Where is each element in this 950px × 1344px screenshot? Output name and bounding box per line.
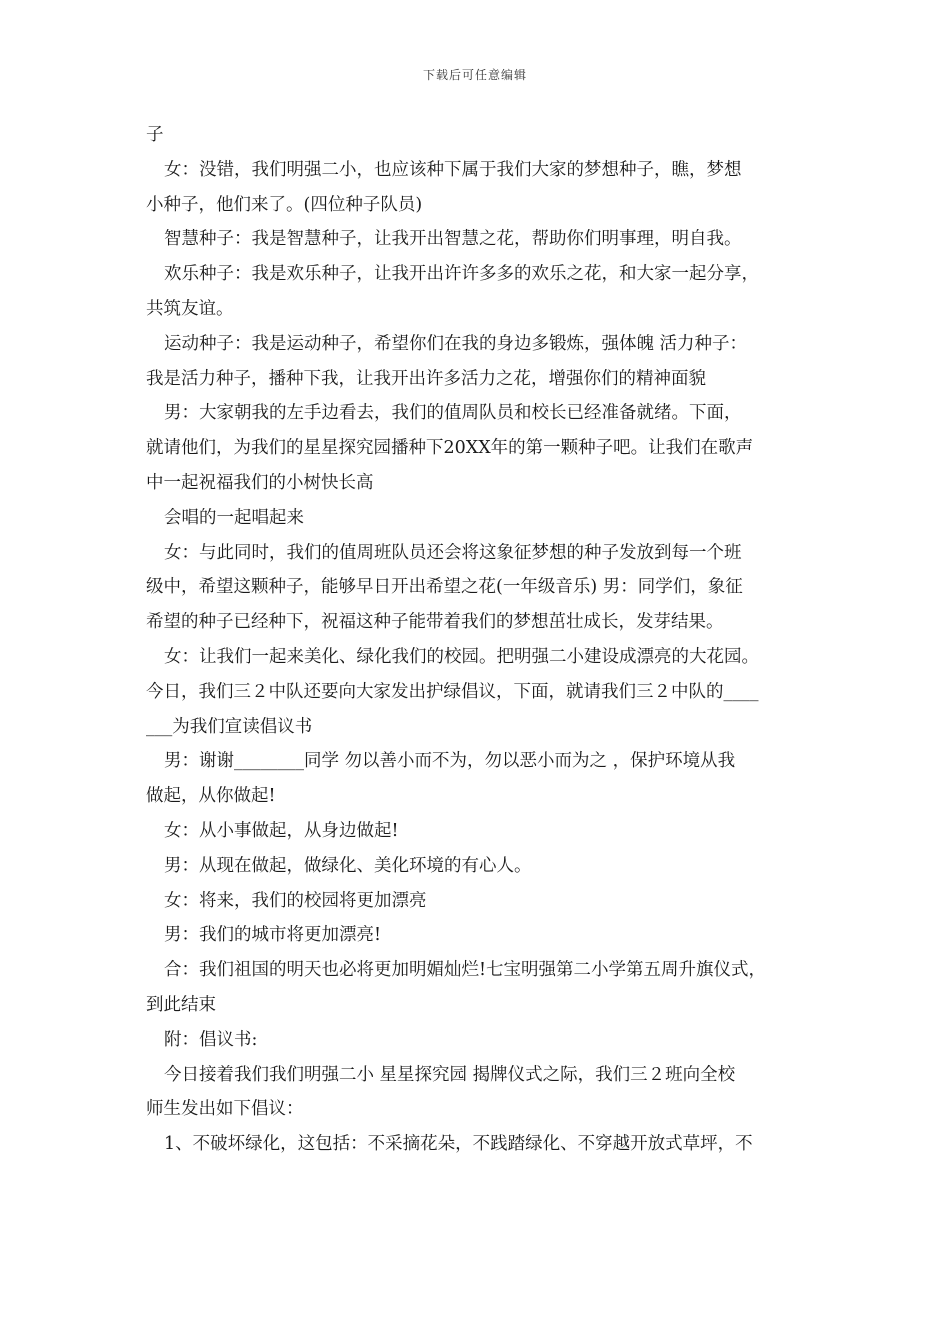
text-line: 欢乐种子：我是欢乐种子，让我开出许许多多的欢乐之花，和大家一起分享， <box>164 264 759 285</box>
text-line: 女：让我们一起来美化、绿化我们的校园。把明强二小建设成漂亮的大花园。 <box>164 646 759 667</box>
text-line: 会唱的一起唱起来 <box>164 507 304 528</box>
text-line: 男：大家朝我的左手边看去，我们的值周队员和校长已经准备就绪。下面， <box>164 403 742 424</box>
text-line: 中一起祝福我们的小树快长高 <box>146 472 374 493</box>
text-line: 今日接着我们我们明强二小 星星探究园 揭牌仪式之际，我们三２班向全校 <box>164 1064 736 1085</box>
text-line: 男：谢谢________同学 勿以善小而不为，勿以恶小而为之 ，保护环境从我 <box>164 751 736 772</box>
text-line: 小种子，他们来了。(四位种子队员) <box>146 194 423 215</box>
text-line: 做起，从你做起! <box>146 786 276 807</box>
text-line: 附：倡议书: <box>164 1029 258 1050</box>
text-line: 合：我们祖国的明天也必将更加明媚灿烂!七宝明强第二小学第五周升旗仪式， <box>164 960 767 981</box>
text-line: 希望的种子已经种下，祝福这种子能带着我们的梦想茁壮成长，发芽结果。 <box>146 612 724 633</box>
text-line: 男：从现在做起，做绿化、美化环境的有心人。 <box>164 855 532 876</box>
text-line: 智慧种子：我是智慧种子，让我开出智慧之花，帮助你们明事理，明自我。 <box>164 229 742 250</box>
text-line: 子 <box>146 125 164 145</box>
document-body <box>146 118 826 1162</box>
text-line: 男：我们的城市将更加漂亮! <box>164 925 382 946</box>
text-line: 共筑友谊。 <box>146 298 234 319</box>
text-line: 级中，希望这颗种子，能够早日开出希望之花(一年级音乐) 男：同学们，象征 <box>146 577 743 598</box>
text-line: ___为我们宣读倡议书 <box>146 716 313 737</box>
text-line: 就请他们，为我们的星星探究园播种下20XX年的第一颗种子吧。让我们在歌声 <box>146 438 754 459</box>
text-line: 师生发出如下倡议： <box>146 1099 304 1120</box>
text-line: 女：没错，我们明强二小，也应该种下属于我们大家的梦想种子，瞧，梦想 <box>164 159 742 180</box>
text-line: 女：将来，我们的校园将更加漂亮 <box>164 890 427 911</box>
text-line: 我是活力种子，播种下我，让我开出许多活力之花，增强你们的精神面貌 <box>146 368 706 389</box>
text-line: 到此结束 <box>146 994 216 1015</box>
page-header: 下载后可任意编辑 <box>422 68 527 82</box>
text-line: 1、不破坏绿化，这包括：不采摘花朵，不践踏绿化、不穿越开放式草坪，不 <box>164 1134 753 1155</box>
text-line: 女：与此同时，我们的值周班队员还会将这象征梦想的种子发放到每一个班 <box>164 542 742 563</box>
text-line: 运动种子：我是运动种子，希望你们在我的身边多锻炼，强体魄 活力种子： <box>164 333 748 354</box>
text-line: 女：从小事做起，从身边做起! <box>164 820 399 841</box>
text-line: 今日，我们三２中队还要向大家发出护绿倡议，下面，就请我们三２中队的____ <box>146 681 759 702</box>
